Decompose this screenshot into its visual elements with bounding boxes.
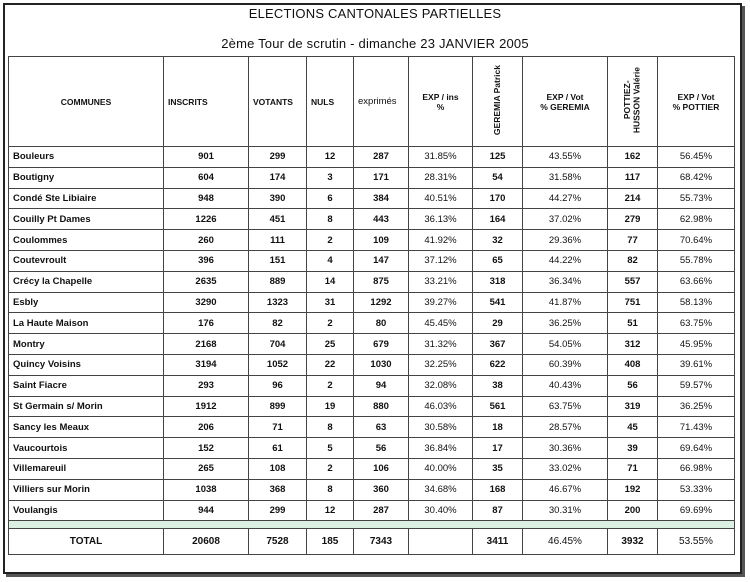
cell-nuls: 14: [307, 271, 354, 292]
header-pottiez-line1: POTTIEZ-: [622, 81, 633, 120]
cell-geremia: 125: [473, 147, 523, 168]
cell-pottiez: 117: [608, 167, 658, 188]
total-nuls: 185: [307, 529, 354, 555]
cell-geremia: 367: [473, 334, 523, 355]
cell-geremia: 17: [473, 438, 523, 459]
header-exp-vot-geremia: [523, 57, 608, 147]
cell-pottiez: 408: [608, 354, 658, 375]
document-subtitle: 2ème Tour de scrutin - dimanche 23 JANVIER 2005: [221, 36, 529, 51]
header-exp-vot-pottier-line2: % POTTIER: [672, 101, 720, 112]
cell-commune: Montry: [9, 334, 164, 355]
cell-commune: Vaucourtois: [9, 438, 164, 459]
cell-exp-vot-pottier: 63.66%: [658, 271, 735, 292]
cell-exp-vot-pottier: 55.73%: [658, 188, 735, 209]
cell-exp-vot-pottier: 66.98%: [658, 458, 735, 479]
cell-exp-ins: 46.03%: [409, 396, 473, 417]
header-geremia-label: GEREMIA Patrick: [491, 65, 502, 136]
table-row: [9, 479, 735, 500]
header-geremia: [473, 57, 523, 147]
cell-geremia: 18: [473, 417, 523, 438]
cell-votants: 108: [249, 458, 307, 479]
cell-exp-ins: 45.45%: [409, 313, 473, 334]
table-row: [9, 271, 735, 292]
cell-votants: 451: [249, 209, 307, 230]
cell-votants: 111: [249, 230, 307, 251]
cell-pottiez: 214: [608, 188, 658, 209]
cell-exprimes: 94: [354, 375, 409, 396]
cell-pottiez: 312: [608, 334, 658, 355]
cell-pottiez: 82: [608, 250, 658, 271]
header-communes: COMMUNES: [9, 57, 164, 147]
cell-votants: 704: [249, 334, 307, 355]
cell-votants: 299: [249, 147, 307, 168]
cell-votants: 174: [249, 167, 307, 188]
cell-exp-ins: 40.51%: [409, 188, 473, 209]
cell-commune: Quincy Voisins: [9, 354, 164, 375]
cell-exp-ins: 37.12%: [409, 250, 473, 271]
header-inscrits: INSCRITS: [164, 57, 249, 147]
cell-exp-vot-pottier: 71.43%: [658, 417, 735, 438]
cell-exp-ins: 28.31%: [409, 167, 473, 188]
header-exp-vot-pottier: [658, 57, 735, 147]
cell-exprimes: 106: [354, 458, 409, 479]
cell-exp-vot-geremia: 41.87%: [523, 292, 608, 313]
cell-exp-vot-geremia: 33.02%: [523, 458, 608, 479]
cell-exp-ins: 32.08%: [409, 375, 473, 396]
cell-pottiez: 77: [608, 230, 658, 251]
cell-exprimes: 63: [354, 417, 409, 438]
table-row: [9, 375, 735, 396]
cell-geremia: 164: [473, 209, 523, 230]
cell-exp-ins: 31.85%: [409, 147, 473, 168]
cell-inscrits: 948: [164, 188, 249, 209]
cell-nuls: 2: [307, 230, 354, 251]
cell-pottiez: 279: [608, 209, 658, 230]
cell-inscrits: 265: [164, 458, 249, 479]
total-exp-vot-pottier: 53.55%: [658, 529, 735, 555]
cell-exp-vot-pottier: 45.95%: [658, 334, 735, 355]
cell-exp-vot-pottier: 62.98%: [658, 209, 735, 230]
cell-exprimes: 1030: [354, 354, 409, 375]
total-inscrits: 20608: [164, 529, 249, 555]
cell-inscrits: 944: [164, 500, 249, 521]
cell-geremia: 622: [473, 354, 523, 375]
cell-exp-vot-geremia: 54.05%: [523, 334, 608, 355]
cell-exp-vot-pottier: 63.75%: [658, 313, 735, 334]
cell-exprimes: 109: [354, 230, 409, 251]
results-table: [8, 56, 735, 555]
cell-inscrits: 152: [164, 438, 249, 459]
table-row: [9, 334, 735, 355]
cell-exprimes: 384: [354, 188, 409, 209]
cell-commune: St Germain s/ Morin: [9, 396, 164, 417]
cell-exp-ins: 31.32%: [409, 334, 473, 355]
cell-exprimes: 80: [354, 313, 409, 334]
cell-exp-vot-geremia: 43.55%: [523, 147, 608, 168]
cell-geremia: 318: [473, 271, 523, 292]
cell-exp-vot-geremia: 36.34%: [523, 271, 608, 292]
cell-pottiez: 71: [608, 458, 658, 479]
cell-inscrits: 206: [164, 417, 249, 438]
cell-commune: Coulommes: [9, 230, 164, 251]
cell-exp-vot-geremia: 44.27%: [523, 188, 608, 209]
cell-commune: Esbly: [9, 292, 164, 313]
header-exprimes: exprimés: [354, 57, 409, 147]
cell-exp-vot-geremia: 28.57%: [523, 417, 608, 438]
cell-votants: 390: [249, 188, 307, 209]
cell-exprimes: 287: [354, 147, 409, 168]
total-row: [9, 529, 735, 555]
cell-commune: Boutigny: [9, 167, 164, 188]
cell-commune: Bouleurs: [9, 147, 164, 168]
table-row: [9, 188, 735, 209]
header-votants: VOTANTS: [249, 57, 307, 147]
header-exp-ins-line1: EXP / ins: [422, 91, 459, 102]
cell-votants: 889: [249, 271, 307, 292]
cell-exp-ins: 41.92%: [409, 230, 473, 251]
cell-exp-vot-geremia: 63.75%: [523, 396, 608, 417]
cell-votants: 96: [249, 375, 307, 396]
cell-nuls: 2: [307, 458, 354, 479]
cell-inscrits: 901: [164, 147, 249, 168]
table-row: [9, 313, 735, 334]
cell-exp-vot-pottier: 68.42%: [658, 167, 735, 188]
cell-nuls: 8: [307, 479, 354, 500]
cell-votants: 368: [249, 479, 307, 500]
total-exprimes: 7343: [354, 529, 409, 555]
cell-commune: Crécy la Chapelle: [9, 271, 164, 292]
header-exp-ins: [409, 57, 473, 147]
cell-exp-vot-geremia: 46.67%: [523, 479, 608, 500]
cell-inscrits: 3194: [164, 354, 249, 375]
total-geremia: 3411: [473, 529, 523, 555]
cell-votants: 82: [249, 313, 307, 334]
cell-geremia: 54: [473, 167, 523, 188]
cell-commune: Sancy les Meaux: [9, 417, 164, 438]
cell-pottiez: 51: [608, 313, 658, 334]
cell-nuls: 2: [307, 375, 354, 396]
cell-exp-ins: 30.40%: [409, 500, 473, 521]
results-body: [9, 147, 735, 521]
cell-exprimes: 287: [354, 500, 409, 521]
header-pottiez-label: [623, 67, 642, 133]
cell-exp-vot-geremia: 30.31%: [523, 500, 608, 521]
cell-exp-ins: 39.27%: [409, 292, 473, 313]
cell-commune: Condé Ste Libiaire: [9, 188, 164, 209]
cell-inscrits: 396: [164, 250, 249, 271]
cell-votants: 299: [249, 500, 307, 521]
cell-exp-vot-geremia: 44.22%: [523, 250, 608, 271]
cell-exprimes: 171: [354, 167, 409, 188]
cell-exp-vot-geremia: 60.39%: [523, 354, 608, 375]
cell-exp-vot-pottier: 70.64%: [658, 230, 735, 251]
cell-nuls: 5: [307, 438, 354, 459]
cell-exp-vot-pottier: 56.45%: [658, 147, 735, 168]
cell-exprimes: 147: [354, 250, 409, 271]
table-row: [9, 147, 735, 168]
cell-exp-ins: 33.21%: [409, 271, 473, 292]
cell-exp-vot-pottier: 69.64%: [658, 438, 735, 459]
table-row: [9, 250, 735, 271]
cell-exprimes: 880: [354, 396, 409, 417]
cell-pottiez: 200: [608, 500, 658, 521]
table-row: [9, 396, 735, 417]
cell-exprimes: 360: [354, 479, 409, 500]
cell-nuls: 6: [307, 188, 354, 209]
cell-nuls: 8: [307, 209, 354, 230]
cell-exprimes: 1292: [354, 292, 409, 313]
cell-nuls: 19: [307, 396, 354, 417]
cell-exp-vot-geremia: 40.43%: [523, 375, 608, 396]
cell-exprimes: 56: [354, 438, 409, 459]
cell-inscrits: 2168: [164, 334, 249, 355]
cell-pottiez: 557: [608, 271, 658, 292]
table-row: [9, 230, 735, 251]
cell-inscrits: 1912: [164, 396, 249, 417]
total-exp-ins: [409, 529, 473, 555]
cell-commune: Coutevroult: [9, 250, 164, 271]
cell-geremia: 170: [473, 188, 523, 209]
cell-exp-vot-pottier: 59.57%: [658, 375, 735, 396]
cell-nuls: 12: [307, 147, 354, 168]
cell-nuls: 12: [307, 500, 354, 521]
cell-commune: Couilly Pt Dames: [9, 209, 164, 230]
cell-nuls: 2: [307, 313, 354, 334]
cell-exp-vot-geremia: 29.36%: [523, 230, 608, 251]
header-exp-vot-geremia-line2: % GEREMIA: [540, 101, 590, 112]
total-votants: 7528: [249, 529, 307, 555]
cell-votants: 61: [249, 438, 307, 459]
cell-commune: Saint Fiacre: [9, 375, 164, 396]
cell-exp-vot-pottier: 58.13%: [658, 292, 735, 313]
cell-pottiez: 751: [608, 292, 658, 313]
cell-votants: 1052: [249, 354, 307, 375]
total-label: TOTAL: [9, 529, 164, 555]
cell-exp-ins: 30.58%: [409, 417, 473, 438]
cell-exp-vot-pottier: 69.69%: [658, 500, 735, 521]
cell-exp-vot-pottier: 39.61%: [658, 354, 735, 375]
header-exp-ins-line2: %: [436, 101, 445, 112]
cell-nuls: 3: [307, 167, 354, 188]
separator-row: [9, 521, 735, 529]
cell-votants: 71: [249, 417, 307, 438]
cell-geremia: 561: [473, 396, 523, 417]
table-row: [9, 500, 735, 521]
cell-exprimes: 875: [354, 271, 409, 292]
cell-inscrits: 3290: [164, 292, 249, 313]
cell-exp-vot-geremia: 37.02%: [523, 209, 608, 230]
total-exp-vot-geremia: 46.45%: [523, 529, 608, 555]
cell-commune: Villemareuil: [9, 458, 164, 479]
header-row: [9, 57, 735, 147]
cell-inscrits: 1038: [164, 479, 249, 500]
cell-exprimes: 679: [354, 334, 409, 355]
header-exp-vot-geremia-line1: EXP / Vot: [546, 91, 584, 102]
cell-inscrits: 2635: [164, 271, 249, 292]
cell-commune: Voulangis: [9, 500, 164, 521]
cell-exp-ins: 32.25%: [409, 354, 473, 375]
cell-votants: 151: [249, 250, 307, 271]
cell-geremia: 168: [473, 479, 523, 500]
cell-geremia: 38: [473, 375, 523, 396]
table-row: [9, 458, 735, 479]
cell-pottiez: 56: [608, 375, 658, 396]
cell-votants: 1323: [249, 292, 307, 313]
cell-geremia: 32: [473, 230, 523, 251]
cell-exp-ins: 36.84%: [409, 438, 473, 459]
cell-geremia: 65: [473, 250, 523, 271]
cell-nuls: 25: [307, 334, 354, 355]
table-row: [9, 354, 735, 375]
cell-pottiez: 192: [608, 479, 658, 500]
cell-exp-vot-pottier: 53.33%: [658, 479, 735, 500]
document-title: ELECTIONS CANTONALES PARTIELLES: [248, 6, 502, 21]
header-exp-vot-pottier-line1: EXP / Vot: [677, 91, 715, 102]
total-pottiez: 3932: [608, 529, 658, 555]
cell-exp-ins: 34.68%: [409, 479, 473, 500]
cell-inscrits: 293: [164, 375, 249, 396]
cell-commune: La Haute Maison: [9, 313, 164, 334]
cell-exp-vot-pottier: 36.25%: [658, 396, 735, 417]
cell-nuls: 22: [307, 354, 354, 375]
cell-exp-ins: 36.13%: [409, 209, 473, 230]
table-row: [9, 167, 735, 188]
cell-nuls: 8: [307, 417, 354, 438]
cell-exp-vot-geremia: 36.25%: [523, 313, 608, 334]
cell-inscrits: 604: [164, 167, 249, 188]
cell-exp-vot-pottier: 55.78%: [658, 250, 735, 271]
cell-exprimes: 443: [354, 209, 409, 230]
header-nuls: NULS: [307, 57, 354, 147]
header-pottiez: [608, 57, 658, 147]
cell-exp-ins: 40.00%: [409, 458, 473, 479]
cell-votants: 899: [249, 396, 307, 417]
cell-pottiez: 319: [608, 396, 658, 417]
cell-pottiez: 45: [608, 417, 658, 438]
cell-geremia: 87: [473, 500, 523, 521]
cell-inscrits: 260: [164, 230, 249, 251]
cell-geremia: 35: [473, 458, 523, 479]
cell-nuls: 31: [307, 292, 354, 313]
cell-exp-vot-geremia: 31.58%: [523, 167, 608, 188]
table-row: [9, 417, 735, 438]
cell-exp-vot-geremia: 30.36%: [523, 438, 608, 459]
cell-geremia: 29: [473, 313, 523, 334]
cell-inscrits: 1226: [164, 209, 249, 230]
cell-inscrits: 176: [164, 313, 249, 334]
cell-pottiez: 162: [608, 147, 658, 168]
table-row: [9, 292, 735, 313]
separator-cell: [9, 521, 735, 529]
header-pottiez-line2: HUSSON Valérie: [631, 67, 642, 134]
table-row: [9, 438, 735, 459]
cell-geremia: 541: [473, 292, 523, 313]
table-row: [9, 209, 735, 230]
cell-pottiez: 39: [608, 438, 658, 459]
cell-nuls: 4: [307, 250, 354, 271]
cell-commune: Villiers sur Morin: [9, 479, 164, 500]
